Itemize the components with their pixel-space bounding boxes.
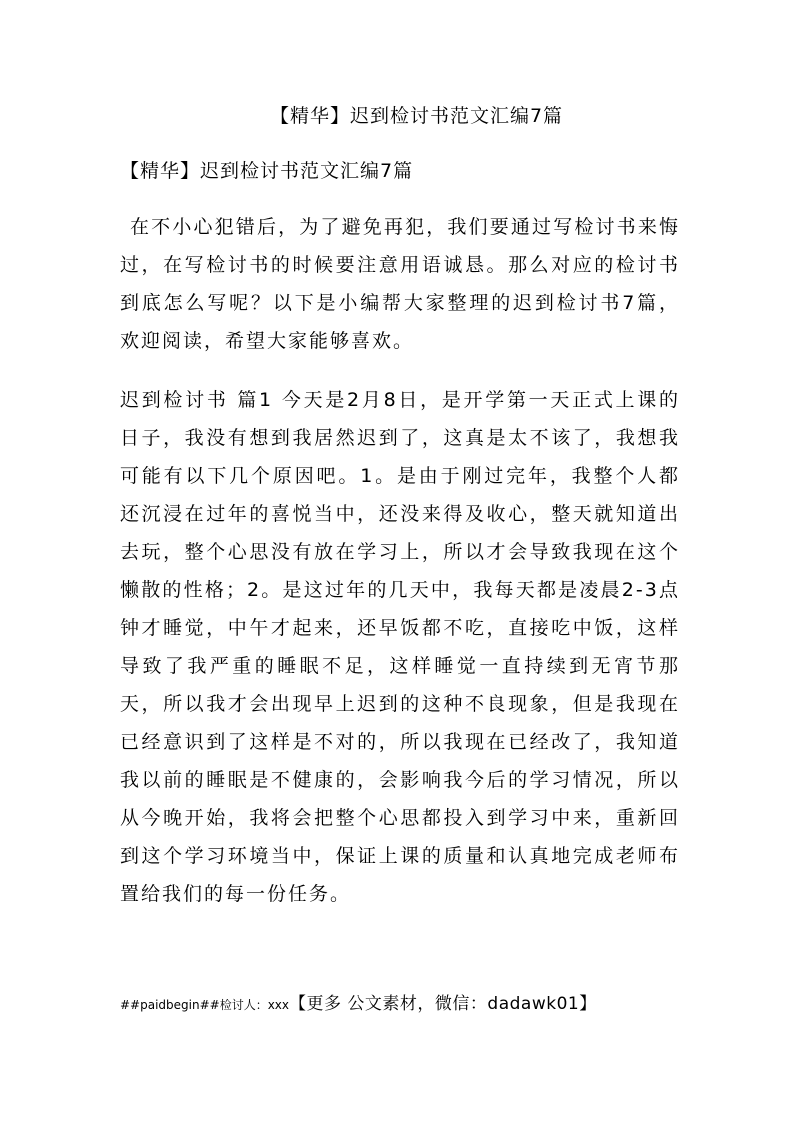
- document-title: 【精华】迟到检讨书范文汇编7篇: [269, 105, 564, 127]
- paid-marker: ##paidbegin##检讨人：xxx: [120, 998, 290, 1012]
- document-subtitle: 【精华】迟到检讨书范文汇编7篇: [120, 160, 414, 182]
- promo-note: 【更多 公文素材，微信：dadawk01】: [289, 994, 597, 1014]
- intro-paragraph: 在不小心犯错后，为了避免再犯，我们要通过写检讨书来悔过，在写检讨书的时候要注意用语诚恳。那么对应的检讨书到底怎么写呢？以下是小编帮大家整理的迟到检讨书7篇，欢迎阅读，希望大家能够喜欢。: [120, 216, 680, 352]
- paid-footer-line: [120, 990, 597, 1019]
- article-1-paragraph: 迟到检讨书 篇1 今天是2月8日，是开学第一天正式上课的日子，我没有想到我居然迟到了，这真是太不该了，我想我可能有以下几个原因吧。1。是由于刚过完年，我整个人都还沉浸在过年的喜悦当中，还没来得及收心，整天就知道出去玩，整个心思没有放在学习上，所以才会导致我现在这个懒散的性格；2。是这过年的几天中，我每天都是凌晨2-3点钟才睡觉，中午才起来，还早饭都不吃，直接吃中饭，这样导致了我严重的睡眠不足，这样睡觉一直持续到无宵节那天，所以我才会出现早上迟到的这种不良现象，但是我现在已经意识到了这样是不对的，所以我现在已经改了，我知道我以前的睡眠是不健康的，会影响我今后的学习情况，所以从今晚开始，我将会把整个心思都投入到学习中来，重新回到这个学习环境当中，保证上课的质量和认真地完成老师布置给我们的每一份任务。: [120, 389, 680, 905]
